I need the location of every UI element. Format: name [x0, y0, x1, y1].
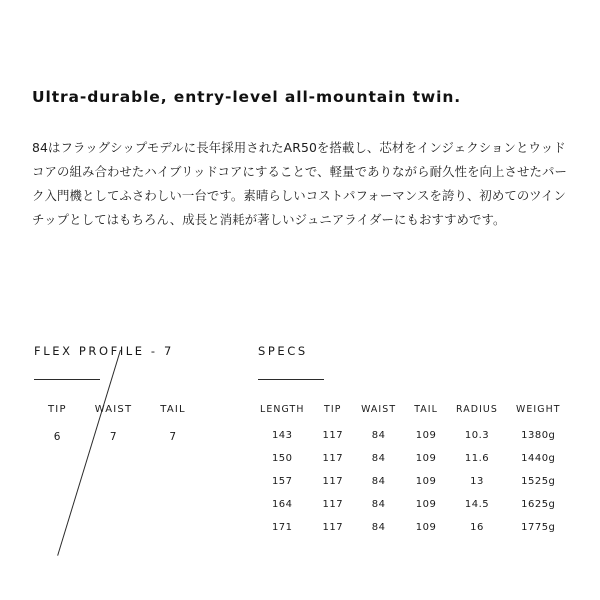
specs-cell: 1525g: [521, 476, 556, 487]
specs-cell: 84: [371, 476, 386, 487]
specs-cell: 157: [271, 476, 293, 487]
specs-cell: 164: [271, 499, 293, 510]
table-header-row: [258, 398, 570, 424]
specs-cell: 109: [415, 476, 437, 487]
table-row: [258, 493, 570, 516]
specs-cell: 84: [371, 522, 386, 533]
decorative-diagonal-line: [57, 350, 121, 556]
table-header-row: [34, 398, 200, 423]
flex-header-tip: TIP: [48, 404, 67, 415]
table-row: [34, 423, 200, 449]
specs-cell: 84: [371, 430, 386, 441]
specs-cell: 11.6: [464, 453, 490, 464]
specs-table: [258, 398, 570, 539]
specs-cell: 109: [415, 430, 437, 441]
specs-cell: 84: [371, 499, 386, 510]
specs-cell: 171: [271, 522, 293, 533]
flex-profile-table: [34, 398, 200, 449]
table-row: [258, 470, 570, 493]
specs-cell: 1440g: [521, 453, 556, 464]
specs-divider: [258, 379, 324, 380]
specs-cell: 117: [322, 430, 344, 441]
specs-cell: 117: [322, 453, 344, 464]
specs-cell: 16: [470, 522, 484, 533]
specs-cell: 13: [470, 476, 484, 487]
page-title: Ultra-durable, entry-level all-mountain twin.: [32, 88, 462, 107]
flex-header-waist: WAIST: [94, 404, 133, 415]
product-description: 84はフラッグシップモデルに長年採用されたAR50を搭載し、芯材をインジェクションとウッドコアの組み合わせたハイブリッドコアにすることで、軽量でありながら耐久性を向上させたパーク入門機としてふさわしい一台です。素晴らしいコストパフォーマンスを誇り、初めてのツインチップとしてはもちろん、成長と消耗が著しいジュニアライダーにもおすすめです。: [32, 140, 567, 228]
table-row: [258, 447, 570, 470]
specs-cell: 117: [322, 499, 344, 510]
table-row: [258, 424, 570, 447]
flex-profile-divider: [34, 379, 100, 380]
specs-cell: 1775g: [521, 522, 556, 533]
flex-value-waist: 7: [109, 431, 118, 443]
specs-cell: 14.5: [464, 499, 490, 510]
flex-value-tail: 7: [169, 431, 177, 443]
specs-cell: 143: [271, 430, 293, 441]
specs-cell: 10.3: [464, 430, 490, 441]
table-row: [258, 516, 570, 539]
specs-cell: 109: [415, 522, 437, 533]
specs-cell: 117: [322, 476, 344, 487]
specs-header-tip: TIP: [324, 404, 342, 415]
flex-value-tip: 6: [53, 431, 61, 443]
specs-cell: 109: [415, 499, 437, 510]
specs-header-waist: WAIST: [361, 404, 397, 415]
specs-header-radius: RADIUS: [456, 404, 498, 415]
specs-heading: SPECS: [258, 344, 308, 358]
specs-header-weight: WEIGHT: [515, 404, 561, 415]
flex-header-tail: TAIL: [160, 404, 186, 415]
specs-cell: 84: [371, 453, 386, 464]
specs-cell: 1380g: [521, 430, 556, 441]
specs-cell: 117: [322, 522, 344, 533]
flex-profile-heading: FLEX PROFILE - 7: [34, 344, 174, 358]
specs-cell: 150: [271, 453, 293, 464]
specs-header-length: LENGTH: [260, 404, 305, 415]
specs-cell: 109: [415, 453, 437, 464]
specs-cell: 1625g: [521, 499, 556, 510]
specs-header-tail: TAIL: [414, 404, 438, 415]
